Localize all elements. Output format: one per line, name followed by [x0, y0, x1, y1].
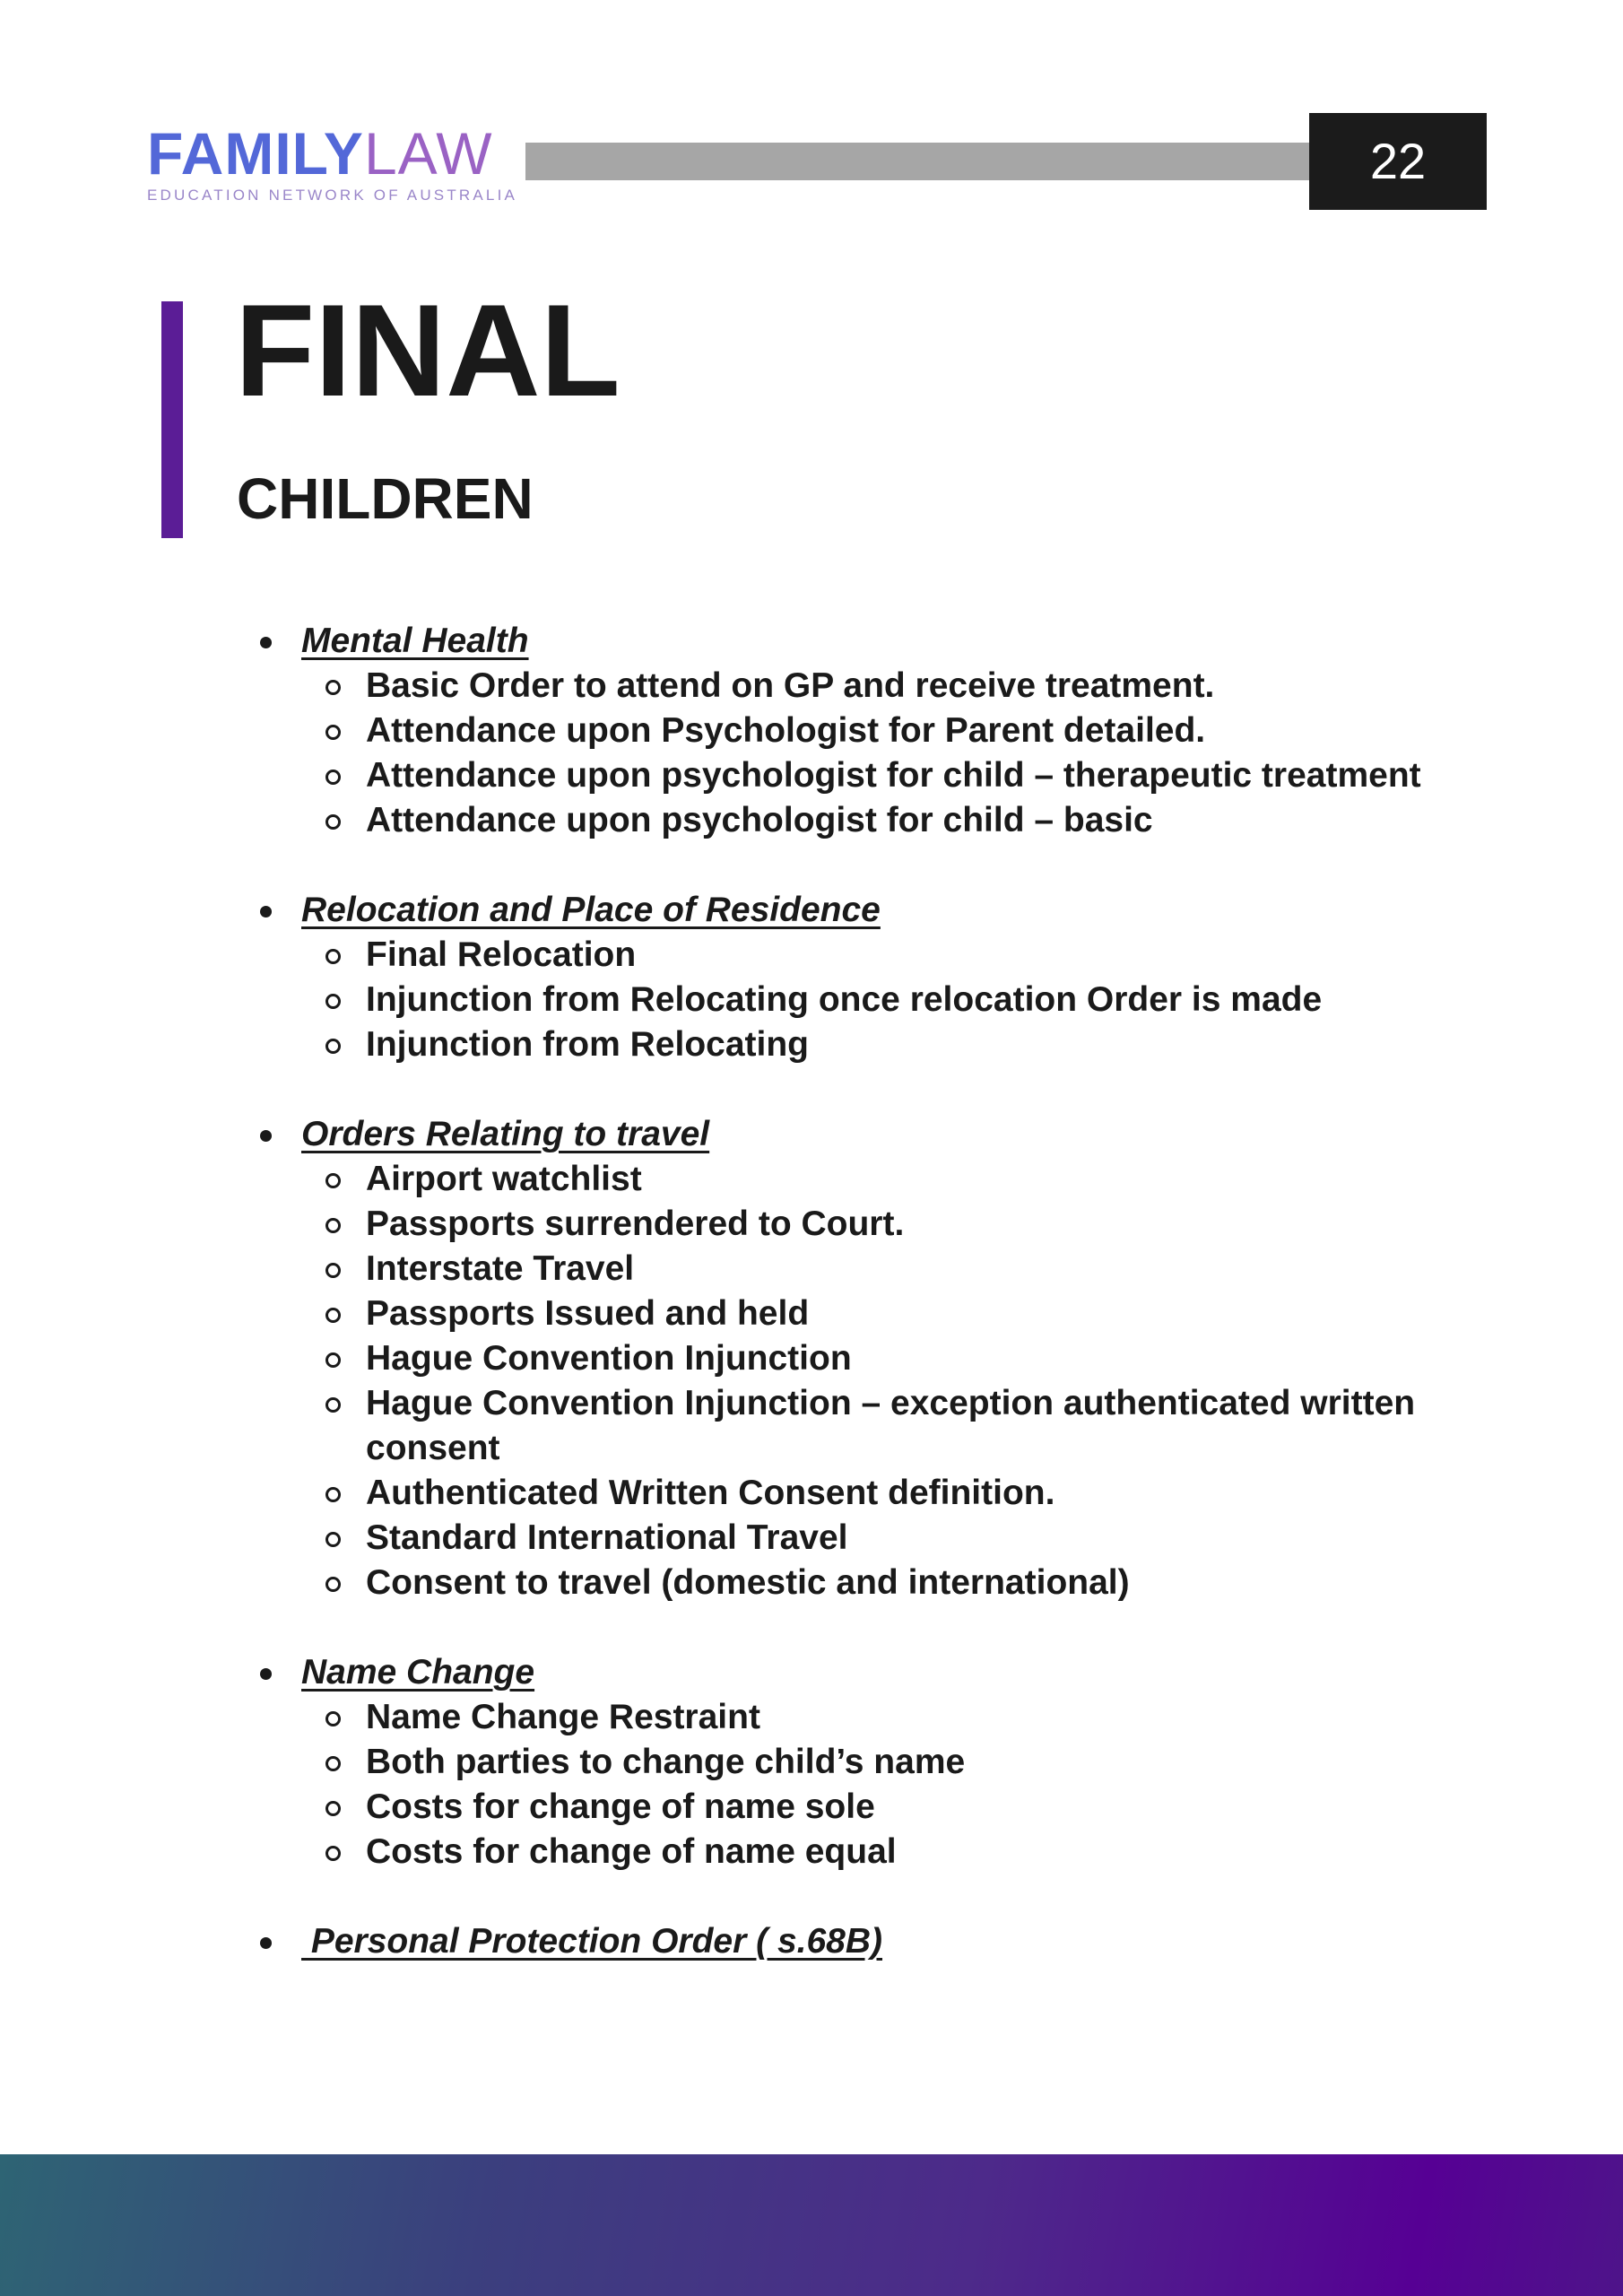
list-item-text: Consent to travel (domestic and international) — [366, 1563, 1130, 1602]
bullet-icon — [260, 1668, 272, 1680]
section-heading-text: Name Change — [301, 1653, 535, 1692]
hollow-bullet-icon — [325, 994, 341, 1009]
section-heading-text: Relocation and Place of Residence — [301, 891, 881, 929]
section-heading — [0, 1112, 1623, 1157]
list-item-text: Interstate Travel — [366, 1249, 635, 1288]
hollow-bullet-icon — [325, 1039, 341, 1054]
section-heading — [0, 619, 1623, 664]
list-item — [0, 933, 1623, 978]
list-item — [0, 1561, 1623, 1605]
list-item-text: Injunction from Relocating once relocation Order is made — [366, 980, 1323, 1019]
page-number: 22 — [1309, 113, 1487, 210]
section-personal-protection — [0, 1919, 1623, 1964]
list-item-text: Passports surrendered to Court. — [366, 1205, 905, 1243]
hollow-bullet-icon — [325, 1801, 341, 1816]
hollow-bullet-icon — [325, 725, 341, 740]
hollow-bullet-icon — [325, 1711, 341, 1726]
list-item-text: Hague Convention Injunction – exception authenticated written consent — [366, 1384, 1416, 1467]
list-item-text: Costs for change of name equal — [366, 1832, 897, 1871]
list-item-text: Attendance upon psychologist for child – therapeutic treatment — [366, 756, 1421, 795]
hollow-bullet-icon — [325, 1173, 341, 1188]
page-header — [0, 0, 1623, 233]
title-accent-bar — [161, 301, 183, 538]
section-heading — [0, 1919, 1623, 1964]
list-item-text: Hague Convention Injunction — [366, 1339, 852, 1378]
bullet-icon — [260, 906, 272, 918]
hollow-bullet-icon — [325, 949, 341, 964]
hollow-bullet-icon — [325, 1397, 341, 1413]
section-heading-text: Orders Relating to travel — [301, 1115, 710, 1153]
page-subtitle: CHILDREN — [237, 466, 534, 531]
section-items — [0, 1157, 1623, 1605]
hollow-bullet-icon — [325, 1577, 341, 1592]
list-item — [0, 798, 1623, 843]
list-item-text: Name Change Restraint — [366, 1698, 760, 1736]
list-item-text: Airport watchlist — [366, 1160, 642, 1198]
section-heading — [0, 888, 1623, 933]
list-item — [0, 1785, 1623, 1830]
hollow-bullet-icon — [325, 1263, 341, 1278]
section-name-change — [0, 1650, 1623, 1874]
bullet-icon — [260, 1937, 272, 1949]
family-law-logo — [147, 120, 518, 204]
section-heading — [0, 1650, 1623, 1695]
section-travel — [0, 1112, 1623, 1605]
logo-subtitle: EDUCATION NETWORK OF AUSTRALIA — [147, 187, 518, 204]
list-item — [0, 1022, 1623, 1067]
list-item — [0, 753, 1623, 798]
list-item — [0, 1516, 1623, 1561]
list-item-text: Attendance upon psychologist for child – basic — [366, 801, 1153, 839]
list-item-text: Injunction from Relocating — [366, 1025, 809, 1064]
list-item-text: Basic Order to attend on GP and receive treatment. — [366, 666, 1215, 705]
header-divider-bar — [525, 143, 1309, 180]
list-item — [0, 1336, 1623, 1381]
logo-wordmark — [147, 120, 517, 187]
list-item — [0, 1471, 1623, 1516]
hollow-bullet-icon — [325, 1756, 341, 1771]
section-heading-text: Personal Protection Order ( s.68B) — [301, 1922, 883, 1961]
list-item — [0, 1202, 1623, 1247]
hollow-bullet-icon — [325, 1532, 341, 1547]
bullet-icon — [260, 1130, 272, 1142]
footer-gradient-band — [0, 2154, 1623, 2296]
hollow-bullet-icon — [325, 1487, 341, 1502]
list-item-text: Standard International Travel — [366, 1518, 848, 1557]
hollow-bullet-icon — [325, 770, 341, 785]
page-title: FINAL — [235, 277, 621, 423]
list-item-text: Final Relocation — [366, 935, 637, 974]
bullet-icon — [260, 637, 272, 648]
hollow-bullet-icon — [325, 1352, 341, 1368]
hollow-bullet-icon — [325, 1846, 341, 1861]
hollow-bullet-icon — [325, 1218, 341, 1233]
list-item — [0, 1740, 1623, 1785]
list-item-text: Attendance upon Psychologist for Parent detailed. — [366, 711, 1206, 750]
section-items — [0, 1695, 1623, 1874]
section-heading-text: Mental Health — [301, 622, 529, 660]
list-item-text: Authenticated Written Consent definition. — [366, 1474, 1055, 1512]
logo-law-text: LAW — [363, 120, 493, 187]
hollow-bullet-icon — [325, 814, 341, 830]
list-item-text: Both parties to change child’s name — [366, 1743, 966, 1781]
list-item — [0, 1830, 1623, 1874]
list-item — [0, 1292, 1623, 1336]
section-relocation — [0, 888, 1623, 1067]
list-item-text: Costs for change of name sole — [366, 1787, 875, 1826]
list-item — [0, 709, 1623, 753]
list-item — [0, 1695, 1623, 1740]
list-item-text: Passports Issued and held — [366, 1294, 810, 1333]
logo-family-text: FAMILY — [147, 120, 364, 187]
section-items — [0, 933, 1623, 1067]
list-item — [0, 978, 1623, 1022]
list-item — [0, 1157, 1623, 1202]
list-item — [0, 1247, 1623, 1292]
content-list — [0, 619, 1623, 2009]
hollow-bullet-icon — [325, 680, 341, 695]
list-item — [0, 664, 1623, 709]
list-item — [0, 1381, 1623, 1471]
hollow-bullet-icon — [325, 1308, 341, 1323]
section-mental-health — [0, 619, 1623, 843]
section-items — [0, 664, 1623, 843]
